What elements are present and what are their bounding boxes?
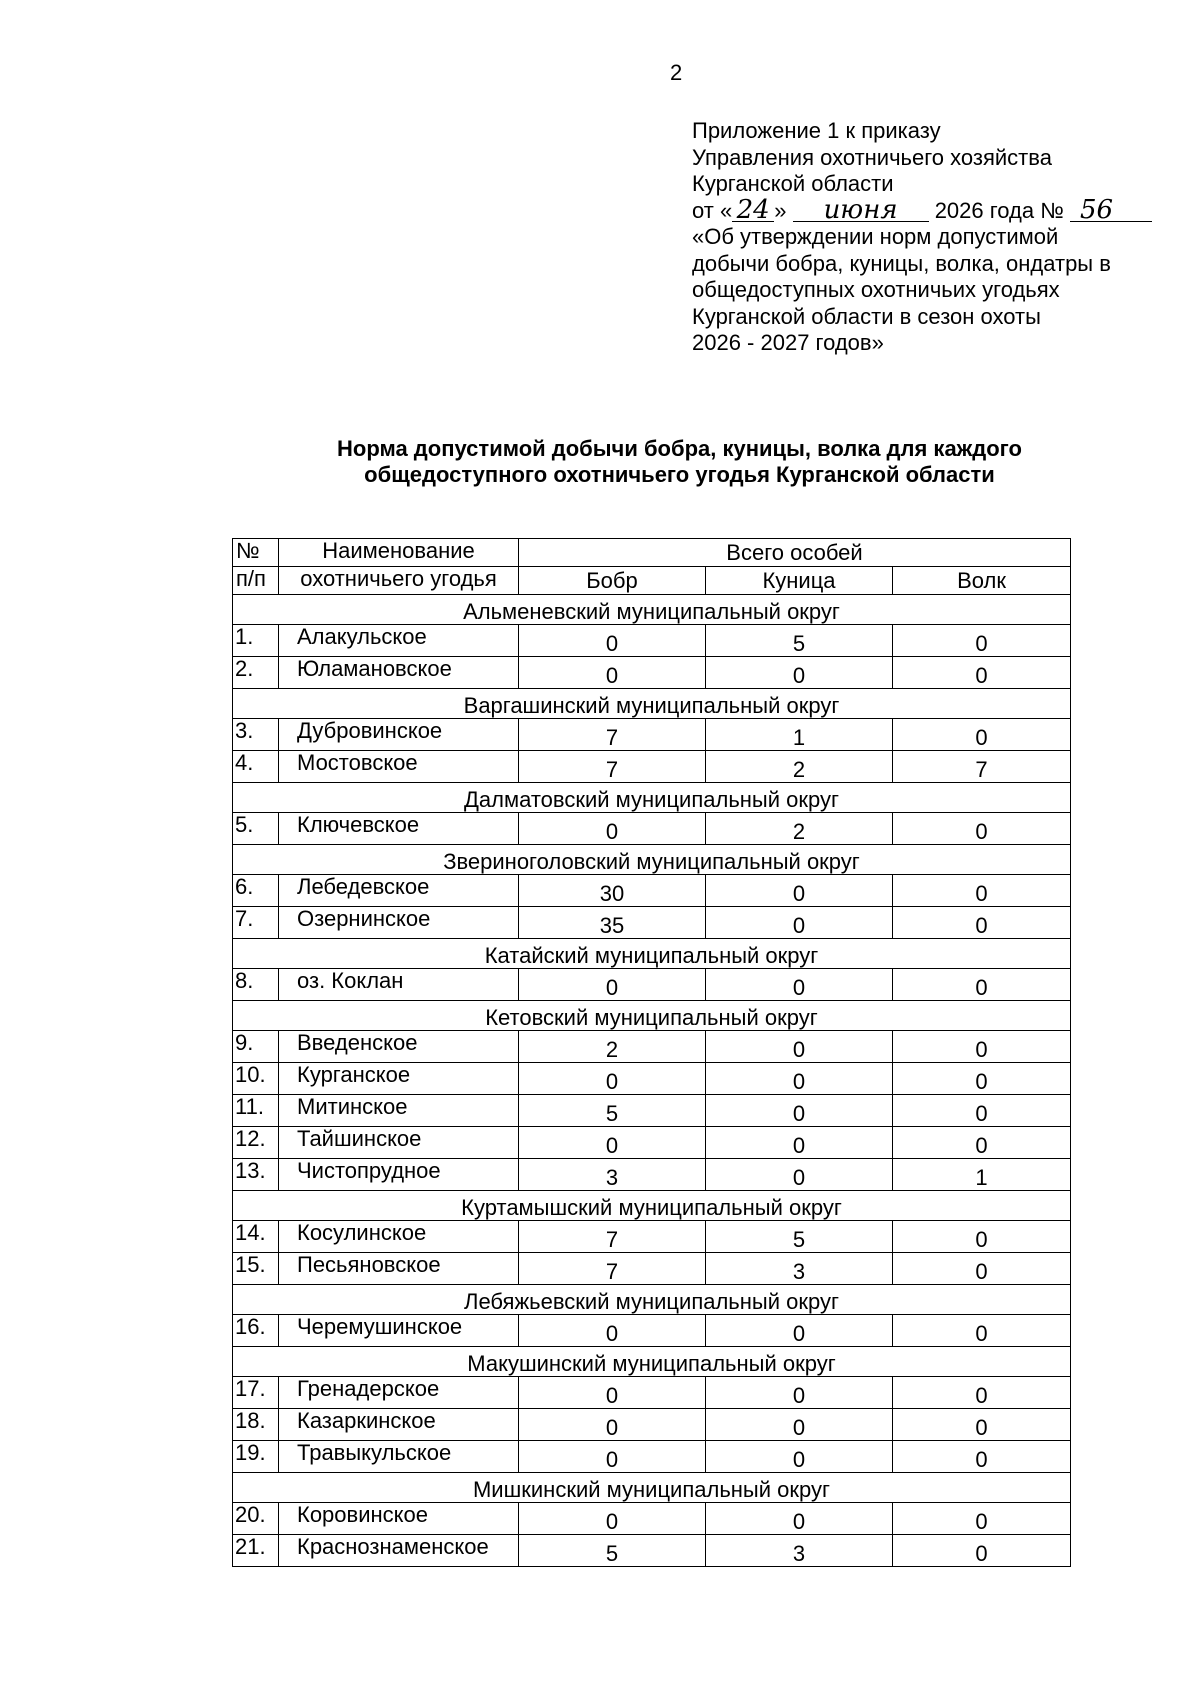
header-name-sub: охотничьего угодья (279, 567, 519, 595)
row-number: 9. (233, 1031, 279, 1063)
marten-count: 0 (706, 1159, 893, 1191)
district-row (233, 939, 1071, 969)
header-number: № (233, 539, 279, 567)
row-number: 15. (233, 1253, 279, 1285)
header-wolf: Волк (893, 567, 1071, 595)
table-row (233, 1159, 1071, 1191)
marten-count: 0 (706, 875, 893, 907)
marten-count: 0 (706, 969, 893, 1001)
date-year-text: 2026 года № (934, 197, 1064, 223)
header-beaver: Бобр (519, 567, 706, 595)
district-row (233, 783, 1071, 813)
table-row (233, 1063, 1071, 1095)
hunting-ground-name: Тайшинское (279, 1127, 519, 1159)
table-row (233, 1377, 1071, 1409)
hunting-ground-name: Травыкульское (279, 1441, 519, 1473)
wolf-count: 0 (893, 969, 1071, 1001)
appendix-line: Приложение 1 к приказу (692, 118, 941, 143)
marten-count: 1 (706, 719, 893, 751)
beaver-count: 30 (519, 875, 706, 907)
table-row (233, 1221, 1071, 1253)
hunting-ground-name: Лебедевское (279, 875, 519, 907)
marten-count: 0 (706, 1095, 893, 1127)
beaver-count: 7 (519, 1221, 706, 1253)
marten-count: 3 (706, 1253, 893, 1285)
hunting-ground-name: Алакульское (279, 625, 519, 657)
table-row (233, 1503, 1071, 1535)
document-title (232, 436, 1127, 488)
hunting-ground-name: Митинское (279, 1095, 519, 1127)
marten-count: 0 (706, 907, 893, 939)
row-number: 5. (233, 813, 279, 845)
beaver-count: 35 (519, 907, 706, 939)
appendix-line: добычи бобра, куницы, волка, ондатры в (692, 250, 1111, 276)
table-row (233, 813, 1071, 845)
appendix-date-line (692, 194, 1172, 225)
wolf-count: 0 (893, 719, 1071, 751)
wolf-count: 0 (893, 1409, 1071, 1441)
marten-count: 2 (706, 813, 893, 845)
wolf-count: 0 (893, 1377, 1071, 1409)
wolf-count: 0 (893, 1441, 1071, 1473)
marten-count: 0 (706, 1031, 893, 1063)
beaver-count: 7 (519, 751, 706, 783)
beaver-count: 0 (519, 1441, 706, 1473)
handwritten-order-number: 56 (1070, 199, 1152, 222)
handwritten-day: 24 (732, 199, 774, 222)
wolf-count: 0 (893, 813, 1071, 845)
district-name: Лебяжьевский муниципальный округ (233, 1285, 1071, 1315)
row-number: 18. (233, 1409, 279, 1441)
row-number: 17. (233, 1377, 279, 1409)
table-row (233, 1031, 1071, 1063)
wolf-count: 0 (893, 657, 1071, 689)
page-number: 2 (670, 60, 683, 85)
district-name: Звериноголовский муниципальный округ (233, 845, 1071, 875)
table-row (233, 969, 1071, 1001)
table-row (233, 1127, 1071, 1159)
beaver-count: 0 (519, 625, 706, 657)
district-name: Варгашинский муниципальный округ (233, 689, 1071, 719)
row-number: 7. (233, 907, 279, 939)
district-name: Куртамышский муниципальный округ (233, 1191, 1071, 1221)
hunting-ground-name: Введенское (279, 1031, 519, 1063)
hunting-ground-name: Ключевское (279, 813, 519, 845)
table-header (233, 539, 1071, 595)
beaver-count: 0 (519, 1409, 706, 1441)
hunting-ground-name: Мостовское (279, 751, 519, 783)
wolf-count: 0 (893, 625, 1071, 657)
appendix-line: 2026 - 2027 годов» (692, 330, 884, 355)
hunting-ground-name: Песьяновское (279, 1253, 519, 1285)
hunting-ground-name: Коровинское (279, 1503, 519, 1535)
table-row (233, 657, 1071, 689)
wolf-count: 0 (893, 1095, 1071, 1127)
beaver-count: 0 (519, 1127, 706, 1159)
row-number: 19. (233, 1441, 279, 1473)
wolf-count: 0 (893, 1535, 1071, 1567)
marten-count: 0 (706, 1441, 893, 1473)
wolf-count: 0 (893, 1253, 1071, 1285)
marten-count: 0 (706, 657, 893, 689)
row-number: 2. (233, 657, 279, 689)
hunting-ground-name: Дубровинское (279, 719, 519, 751)
header-marten: Куница (706, 567, 893, 595)
header-number-sub: п/п (233, 567, 279, 595)
header-name: Наименование (279, 539, 519, 567)
appendix-line: «Об утверждении норм допустимой (692, 224, 1059, 249)
title-line: Норма допустимой добычи бобра, куницы, волка для каждого (337, 436, 1022, 461)
beaver-count: 0 (519, 969, 706, 1001)
district-name: Альменевский муниципальный округ (233, 595, 1071, 625)
row-number: 4. (233, 751, 279, 783)
district-row (233, 1001, 1071, 1031)
table-row (233, 719, 1071, 751)
table-row (233, 875, 1071, 907)
district-name: Макушинский муниципальный округ (233, 1347, 1071, 1377)
beaver-count: 3 (519, 1159, 706, 1191)
beaver-count: 0 (519, 1315, 706, 1347)
wolf-count: 1 (893, 1159, 1071, 1191)
marten-count: 5 (706, 1221, 893, 1253)
appendix-line: Управления охотничьего хозяйства (692, 144, 1052, 170)
hunting-ground-name: оз. Коклан (279, 969, 519, 1001)
district-row (233, 1191, 1071, 1221)
district-row (233, 1285, 1071, 1315)
wolf-count: 0 (893, 1127, 1071, 1159)
row-number: 12. (233, 1127, 279, 1159)
row-number: 8. (233, 969, 279, 1001)
row-number: 11. (233, 1095, 279, 1127)
marten-count: 3 (706, 1535, 893, 1567)
hunting-ground-name: Юламановское (279, 657, 519, 689)
table-row (233, 1315, 1071, 1347)
wolf-count: 0 (893, 875, 1071, 907)
row-number: 21. (233, 1535, 279, 1567)
hunting-ground-name: Черемушинское (279, 1315, 519, 1347)
header-total: Всего особей (519, 539, 1071, 567)
marten-count: 0 (706, 1409, 893, 1441)
district-row (233, 845, 1071, 875)
wolf-count: 0 (893, 907, 1071, 939)
table-row (233, 1095, 1071, 1127)
district-name: Мишкинский муниципальный округ (233, 1473, 1071, 1503)
marten-count: 0 (706, 1503, 893, 1535)
table-row (233, 751, 1071, 783)
hunting-ground-name: Косулинское (279, 1221, 519, 1253)
row-number: 13. (233, 1159, 279, 1191)
beaver-count: 0 (519, 1063, 706, 1095)
row-number: 3. (233, 719, 279, 751)
wolf-count: 0 (893, 1315, 1071, 1347)
district-name: Кетовский муниципальный округ (233, 1001, 1071, 1031)
marten-count: 0 (706, 1127, 893, 1159)
table-row (233, 1409, 1071, 1441)
row-number: 20. (233, 1503, 279, 1535)
row-number: 16. (233, 1315, 279, 1347)
marten-count: 5 (706, 625, 893, 657)
hunting-ground-name: Чистопрудное (279, 1159, 519, 1191)
table-row (233, 625, 1071, 657)
row-number: 14. (233, 1221, 279, 1253)
marten-count: 0 (706, 1063, 893, 1095)
hunting-ground-name: Казаркинское (279, 1409, 519, 1441)
district-row (233, 595, 1071, 625)
beaver-count: 0 (519, 1503, 706, 1535)
appendix-line: Курганской области (692, 171, 894, 196)
hunting-ground-name: Краснознаменское (279, 1535, 519, 1567)
date-mid: » (774, 197, 787, 223)
beaver-count: 5 (519, 1095, 706, 1127)
row-number: 1. (233, 625, 279, 657)
table-row (233, 907, 1071, 939)
table-row (233, 1253, 1071, 1285)
date-prefix: от « (692, 197, 733, 223)
wolf-count: 7 (893, 751, 1071, 783)
appendix-line: Курганской области в сезон охоты (692, 303, 1041, 329)
wolf-count: 0 (893, 1031, 1071, 1063)
beaver-count: 7 (519, 719, 706, 751)
hunting-ground-name: Курганское (279, 1063, 519, 1095)
title-line: общедоступного охотничьего угодья Курганской области (364, 462, 995, 487)
table-row (233, 1535, 1071, 1567)
beaver-count: 0 (519, 1377, 706, 1409)
table-row (233, 1441, 1071, 1473)
row-number: 10. (233, 1063, 279, 1095)
beaver-count: 0 (519, 813, 706, 845)
marten-count: 0 (706, 1377, 893, 1409)
district-row (233, 689, 1071, 719)
district-name: Катайский муниципальный округ (233, 939, 1071, 969)
marten-count: 2 (706, 751, 893, 783)
quota-table (232, 538, 1071, 1567)
hunting-ground-name: Гренадерское (279, 1377, 519, 1409)
wolf-count: 0 (893, 1063, 1071, 1095)
appendix-line: общедоступных охотничьих угодьях (692, 277, 1060, 302)
table-body (233, 595, 1071, 1567)
beaver-count: 2 (519, 1031, 706, 1063)
handwritten-month: июня (793, 199, 929, 222)
beaver-count: 7 (519, 1253, 706, 1285)
hunting-ground-name: Озернинское (279, 907, 519, 939)
wolf-count: 0 (893, 1221, 1071, 1253)
district-name: Далматовский муниципальный округ (233, 783, 1071, 813)
marten-count: 0 (706, 1315, 893, 1347)
row-number: 6. (233, 875, 279, 907)
beaver-count: 5 (519, 1535, 706, 1567)
wolf-count: 0 (893, 1503, 1071, 1535)
appendix-block (692, 118, 1172, 357)
district-row (233, 1347, 1071, 1377)
beaver-count: 0 (519, 657, 706, 689)
district-row (233, 1473, 1071, 1503)
